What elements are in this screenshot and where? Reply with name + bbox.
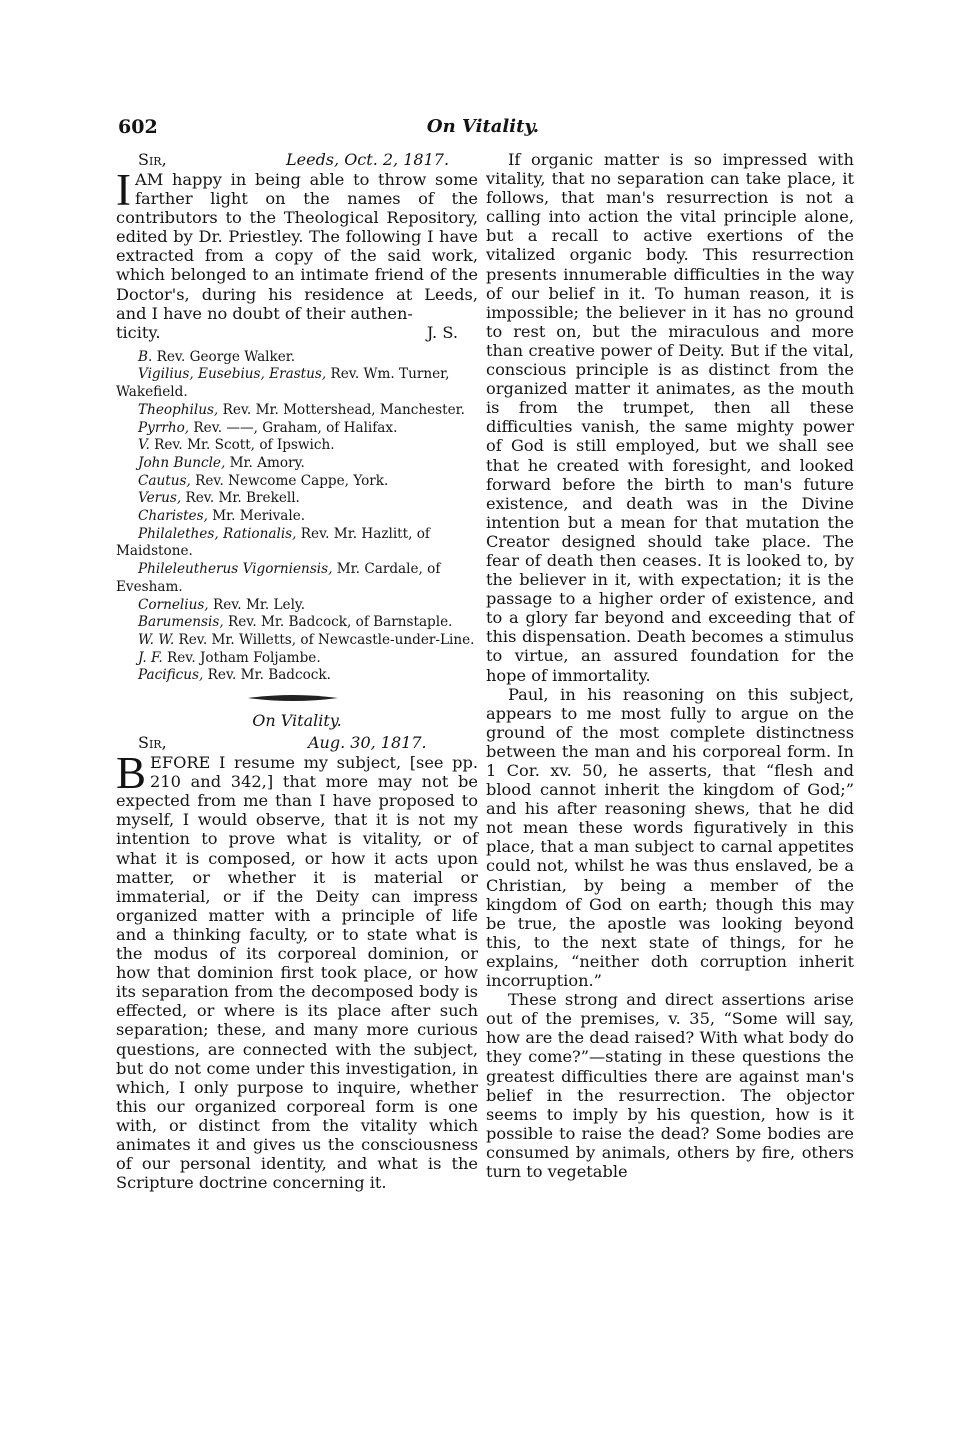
letter-signature: J. S. [426, 322, 458, 342]
list-item: V. Rev. Mr. Scott, of Ipswich. [138, 437, 335, 454]
letter-salutation: Sir, [138, 150, 167, 169]
article-dropcap: B [116, 748, 147, 799]
running-title: On Vitality. [426, 116, 540, 137]
list-item: Theophilus, Rev. Mr. Mottershead, Manchester. [138, 401, 465, 418]
letter-signature-line [116, 323, 478, 343]
letter-salutation-line [116, 150, 478, 170]
list-item: J. F. Rev. Jotham Foljambe. [138, 649, 321, 666]
list-item: Pacificus, Rev. Mr. Badcock. [138, 667, 331, 684]
article-dateline: Aug. 30, 1817. [308, 733, 427, 753]
list-item: B. Rev. George Walker. [138, 348, 296, 365]
divider-ornament-icon [248, 693, 338, 703]
article-paragraph-4: These strong and direct assertions arise out of the premises, v. 35, “Some will say, how are the dead raised? With what body do they come?”—stating in these questions the greatest difficulties there are against man's belief in the resurrection. The objector seems to imply by his question, how is it possible to raise the dead? Some bodies are consumed by animals, others by fire, others turn to vegetable [486, 990, 854, 1181]
list-item: Cornelius, Rev. Mr. Lely. [138, 596, 306, 613]
list-item: Charistes, Mr. Merivale. [138, 508, 306, 525]
left-column [116, 150, 478, 1192]
contributors-list [116, 349, 478, 685]
article-first-paragraph-text: EFORE I resume my subject, [see pp. 210 and 342,] that more may not be expected from me than I have proposed to myself, I would observe, that it is not my intention to prove what is vitality, or of what it is composed, or how it acts upon matter, or whether it is material or immaterial, or if the Deity can impress organized matter with a principle of life and a thinking faculty, or to state what is the modus of its corporeal dominion, or how that dominion first took place, or how its separation from the decomposed body is effected, or where is its place after such separation; these, and many more curious questions, are connected with the subject, but do not come under this investigation, in which, I only purpose to inquire, whether this our organized corporeal form is one with, or distinct from the vitality which animates it and gives us the consciousness of our personal identity, and what is the Scripture doctrine concerning it. [116, 753, 478, 1193]
letter-dateline: Leeds, Oct. 2, 1817. [286, 150, 450, 169]
article-paragraph-2: If organic matter is so impressed with vitality, that no separation can take place, it follows, that man's resurrection is not a calling into action the vital principle alone, but a recall to active exertions of the vitalized organic body. This resurrection presents innumerable difficulties in the way of our belief in it. To human reason, it is impossible; the believer in it has no ground to rest on, but the miraculous and more than creative power of Deity. But if the vital, conscious principle is as distinct from the organized matter it animates, as the mouth is from the trumpet, then all these difficulties vanish, the same mighty power of God is still employed, but we shall see that he created with foresight, and looked forward before the birth to man's future existence, and death was in the Divine intention but a mean for that mutation the Creator designed should take place. The fear of death then ceases. It is looked to, by the believer in it, with expectation; it is the passage to a higher order of existence, and to a glory far beyond and exceeding that of this dispensation. Death becomes a stimulus to virtue, an assured foundation for the hope of immortality. [486, 150, 854, 685]
article-first-paragraph [116, 748, 478, 1193]
right-column [486, 150, 854, 1181]
list-item: Barumensis, Rev. Mr. Badcock, of Barnstaple. [138, 614, 453, 631]
article-paragraph-3: Paul, in his reasoning on this subject, appears to me most fully to argue on the ground of the most complete distinctness between the man and his corporeal form. In 1 Cor. xv. 50, he asserts, that “flesh and blood cannot inherit the kingdom of God;” and his after reasoning shews, that he did not mean these words figuratively in this place, that a man subject to carnal appetites could not, whilst he was thus enslaved, be a Christian, by being a member of the kingdom of God on earth; though this may be true, the apostle was looking beyond this, to the next state of things, for he explains, “neither doth corruption inherit incorruption.” [486, 684, 854, 991]
letter-body [116, 165, 478, 323]
page-number: 602 [118, 116, 158, 138]
list-item: Cautus, Rev. Newcome Cappe, York. [138, 472, 389, 489]
list-item: Verus, Rev. Mr. Brekell. [138, 490, 300, 507]
list-item: W. W. Rev. Mr. Willetts, of Newcastle-under-Line. [138, 632, 475, 648]
list-item: Phileleutherus Vigorniensis, Mr. Cardale, of Evesham. [116, 561, 441, 595]
list-item: Vigilius, Eusebius, Erastus, Rev. Wm. Turner, Wakefield. [116, 366, 450, 401]
article-salutation-line [116, 733, 478, 753]
letter-last-word: ticity. [116, 322, 161, 342]
list-item: Philalethes, Rationalis, Rev. Mr. Hazlitt, of Maidstone. [116, 525, 430, 560]
letter-dropcap: I [116, 165, 131, 215]
article-salutation: Sir, [138, 733, 167, 753]
list-item: Pyrrho, Rev. ——, Graham, of Halifax. [138, 419, 398, 436]
list-item: John Buncle, Mr. Amory. [138, 454, 305, 471]
page-header [118, 116, 848, 140]
letter-body-text: AM happy in being able to throw some farther light on the names of the contributors to the Theological Repository, edited by Dr. Priestley. The following I have extracted from a copy of the said work, which belonged to an intimate friend of the Doctor's, during his residence at Leeds, and I have no doubt of their authen- [116, 170, 478, 323]
section-divider-ornament [116, 685, 478, 711]
article-title: On Vitality. [252, 711, 342, 731]
